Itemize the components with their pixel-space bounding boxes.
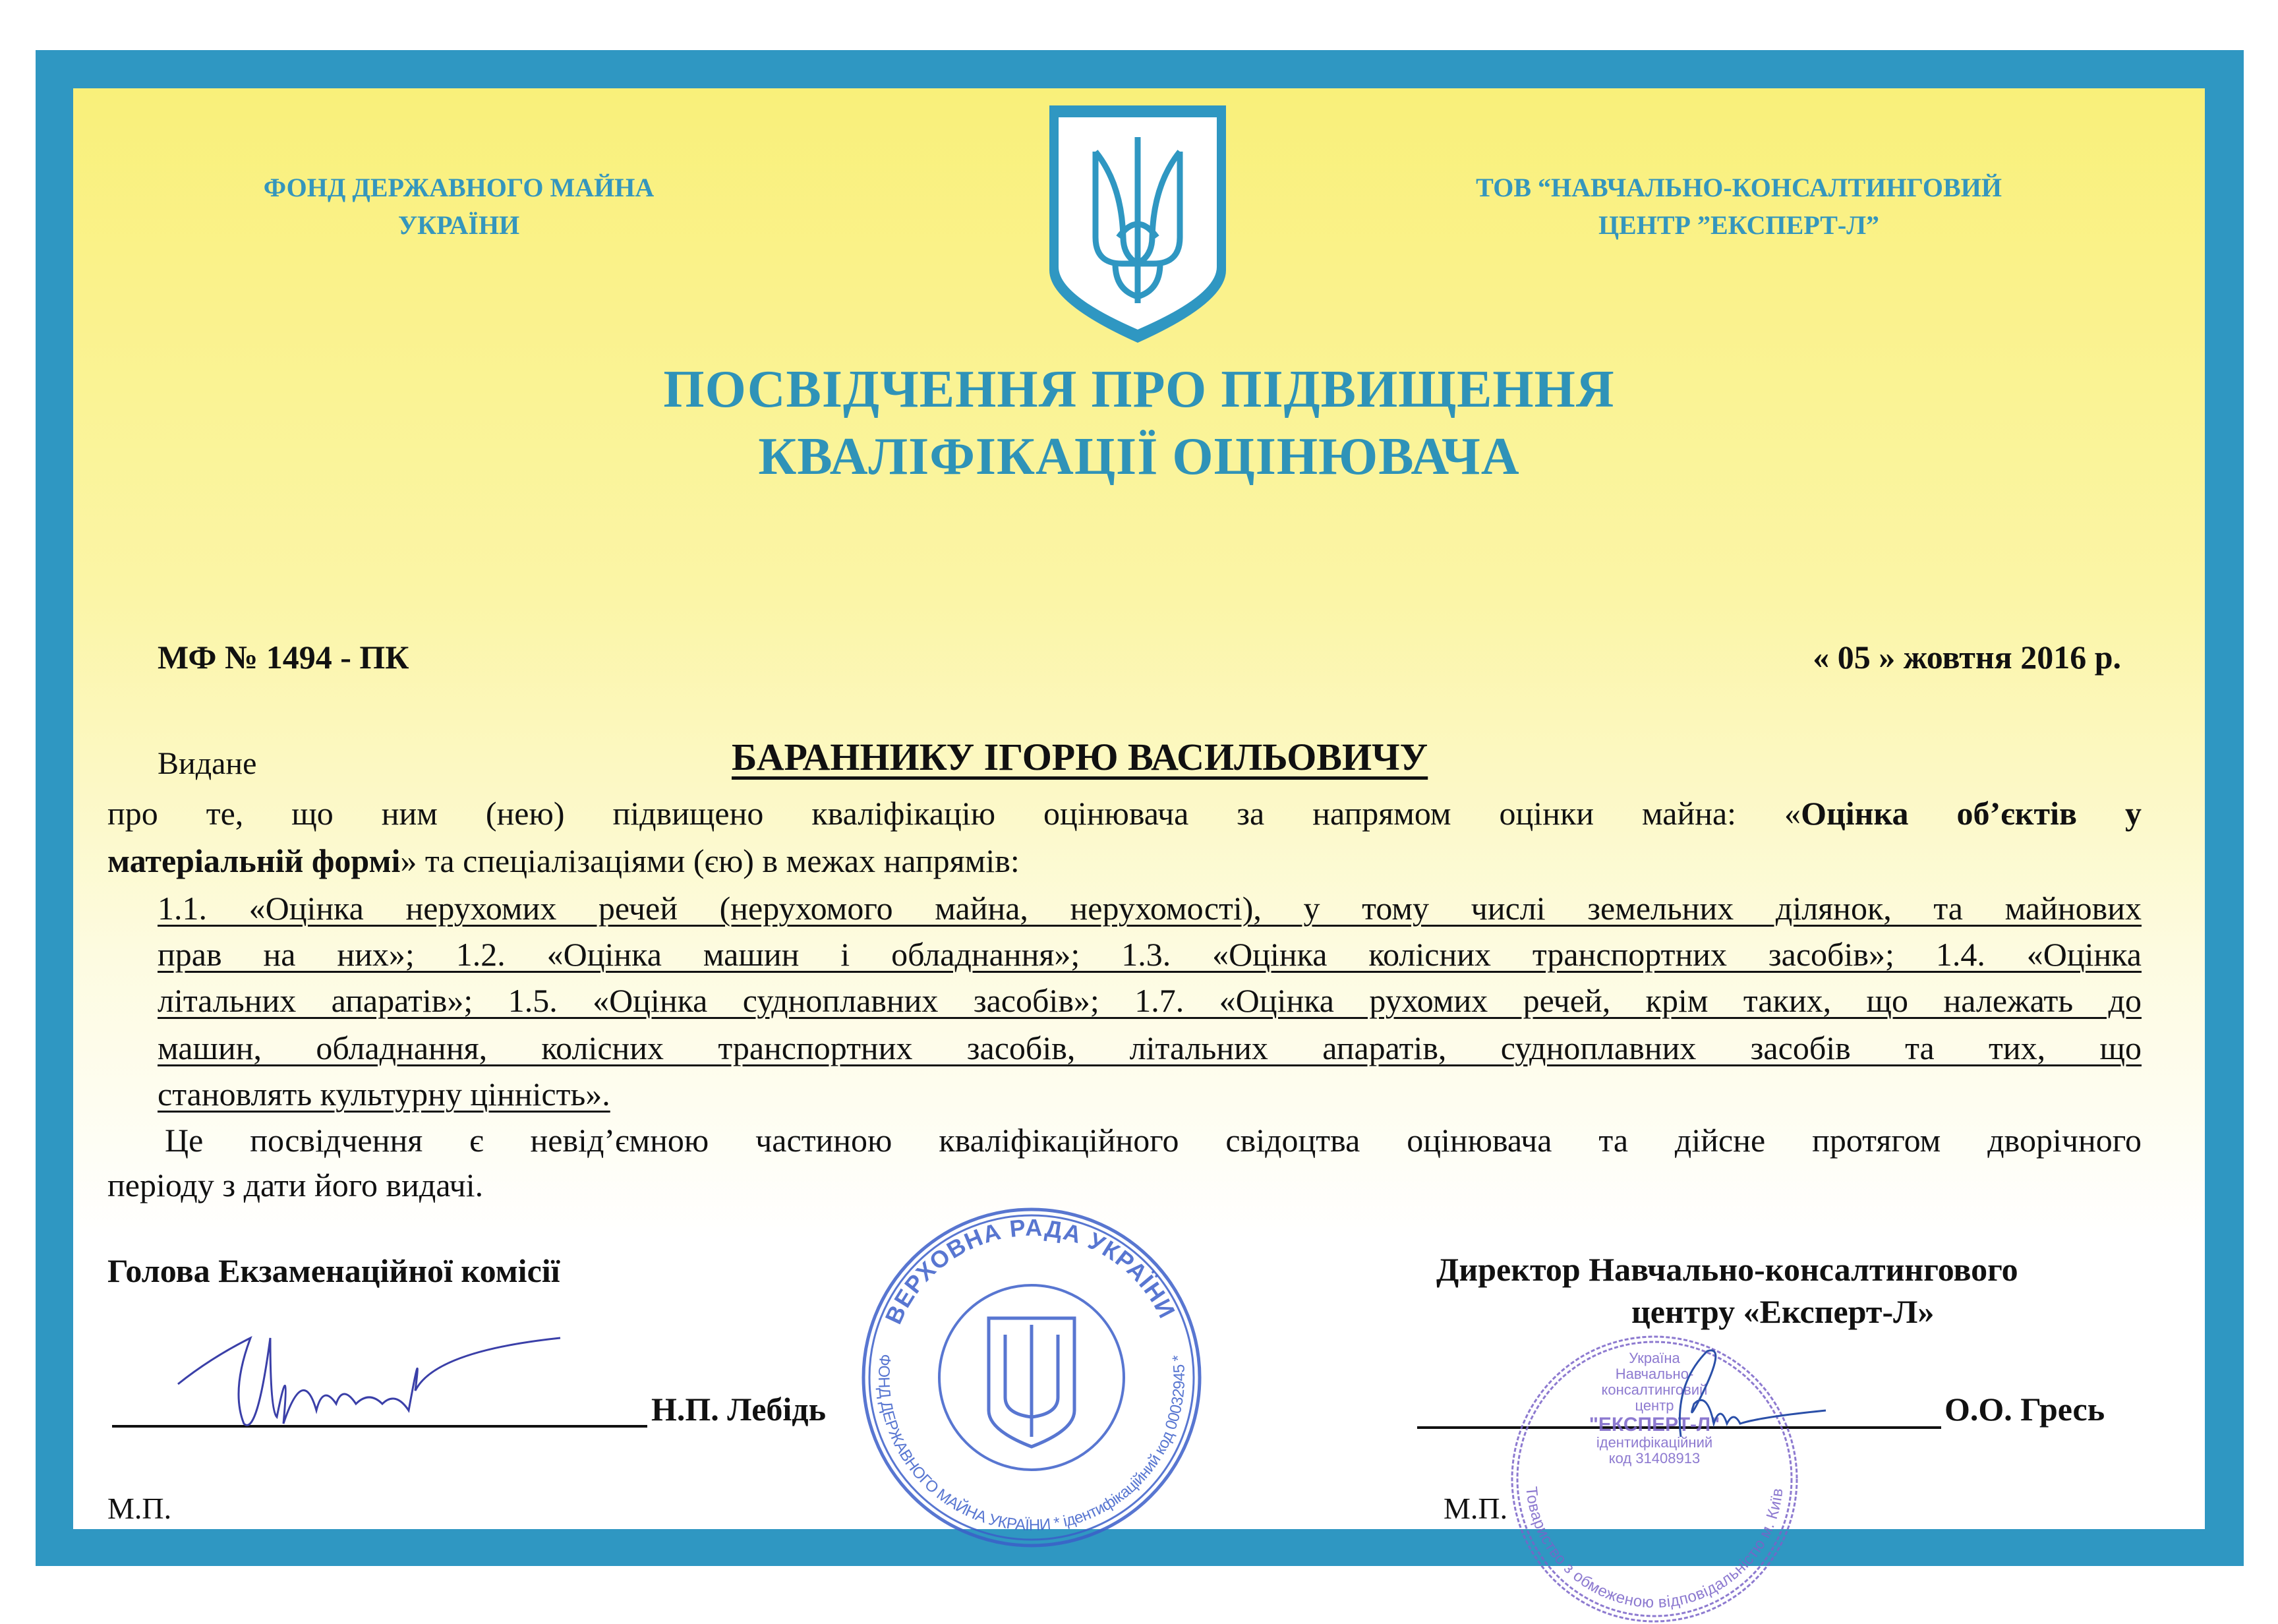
right-stamp-line: код 31408913 bbox=[1608, 1450, 1701, 1466]
left-seal-label: М.П. bbox=[107, 1492, 172, 1525]
issued-label: Видане bbox=[158, 746, 257, 781]
right-org-line: ТОВ “НАВЧАЛЬНО-КОНСАЛТИНГОВИЙ bbox=[1476, 173, 2002, 202]
direction-bold: матеріальній формі bbox=[107, 842, 401, 879]
right-organization bbox=[1442, 169, 2035, 244]
right-stamp-outer-text: Товариство з обмеженою відповідальністю м. Київ bbox=[1522, 1486, 1787, 1612]
left-signer-title: Голова Екзаменаційної комісії bbox=[107, 1252, 560, 1289]
body-line bbox=[107, 841, 2142, 881]
body-text: про те, що ним (нею) підвищено кваліфікацію оцінювача за напрямом оцінки майна: « bbox=[107, 795, 1801, 832]
right-stamp-line: "ЕКСПЕРТ-Л" bbox=[1589, 1414, 1720, 1436]
left-org-line: ФОНД ДЕРЖАВНОГО МАЙНА bbox=[263, 173, 655, 202]
left-signature bbox=[171, 1312, 633, 1443]
recipient-name: БАРАННИКУ ІГОРЮ ВАСИЛЬОВИЧУ bbox=[732, 736, 1428, 778]
left-stamp-inner-text: ФОНД ДЕРЖАВНОГО МАЙНА УКРАЇНИ * ідентифікаційний код 00032945 * bbox=[874, 1352, 1189, 1534]
right-stamp-line: ідентифікаційний bbox=[1596, 1434, 1713, 1451]
right-signer-name: О.О. Гресь bbox=[1944, 1391, 2105, 1428]
body-text: » та спеціалізаціями (єю) в межах напрямів: bbox=[400, 842, 1020, 879]
specialization-line: літальних апаратів»; 1.5. «Оцінка судноплавних засобів»; 1.7. «Оцінка рухомих речей, крім таких, що належать до bbox=[158, 982, 2142, 1019]
title-line: ПОСВІДЧЕННЯ ПРО ПІДВИЩЕННЯ bbox=[663, 361, 1615, 419]
right-org-line: ЦЕНТР ”ЕКСПЕРТ-Л” bbox=[1598, 210, 1880, 240]
right-signer-title-2: центру «Експерт-Л» bbox=[1631, 1293, 1935, 1330]
certificate-title bbox=[480, 356, 1798, 490]
left-organization bbox=[162, 169, 755, 244]
specialization-line: машин, обладнання, колісних транспортних засобів, літальних апаратів, судноплавних засобів та тих, що bbox=[158, 1030, 2142, 1066]
specialization-line: 1.1. «Оцінка нерухомих речей (нерухомого майна, нерухомості), у тому числі земельних ділянок, та майнових bbox=[158, 890, 2142, 927]
left-official-stamp bbox=[860, 1206, 1203, 1549]
validity-line: Це посвідчення є невід’ємною частиною кваліфікаційного свідоцтва оцінювача та дійсне протягом дворічного bbox=[165, 1122, 2142, 1159]
left-signer-name: Н.П. Лебідь bbox=[651, 1391, 827, 1428]
issue-date: « 05 » жовтня 2016 р. bbox=[1813, 639, 2121, 676]
right-signer-title-1: Директор Навчально-консалтингового bbox=[1436, 1251, 2018, 1288]
right-signature bbox=[1661, 1345, 1832, 1443]
left-stamp-outer-text: ВЕРХОВНА РАДА УКРАЇНИ bbox=[879, 1213, 1181, 1328]
right-seal-label: М.П. bbox=[1444, 1492, 1508, 1525]
document-number: МФ № 1494 - ПК bbox=[158, 639, 409, 676]
specialization-line: становлять культурну цінність». bbox=[158, 1076, 610, 1113]
title-line: КВАЛІФІКАЦІЇ ОЦІНЮВАЧА bbox=[758, 428, 1520, 486]
specialization-line: прав на них»; 1.2. «Оцінка машин і обладнання»; 1.3. «Оцінка колісних транспортних засобів»; 1.4. «Оцінка bbox=[158, 936, 2142, 973]
right-stamp-top: Україна bbox=[1629, 1350, 1680, 1366]
right-stamp-line: центр bbox=[1635, 1397, 1674, 1414]
svg-text:Товариство з обмеженою відпові bbox=[1522, 1486, 1786, 1611]
body-line bbox=[107, 794, 2142, 833]
svg-text:ВЕРХОВНА РАДА УКРАЇНИ bbox=[879, 1214, 1181, 1328]
trident-coat-of-arms-icon bbox=[1049, 105, 1226, 343]
validity-line: періоду з дати його видачі. bbox=[107, 1167, 484, 1204]
right-stamp-line: консалтинговий bbox=[1601, 1381, 1708, 1398]
right-stamp-line: Навчально- bbox=[1615, 1366, 1694, 1382]
left-org-line: УКРАЇНИ bbox=[397, 210, 520, 240]
direction-bold: Оцінка об’єктів у bbox=[1801, 795, 2142, 832]
